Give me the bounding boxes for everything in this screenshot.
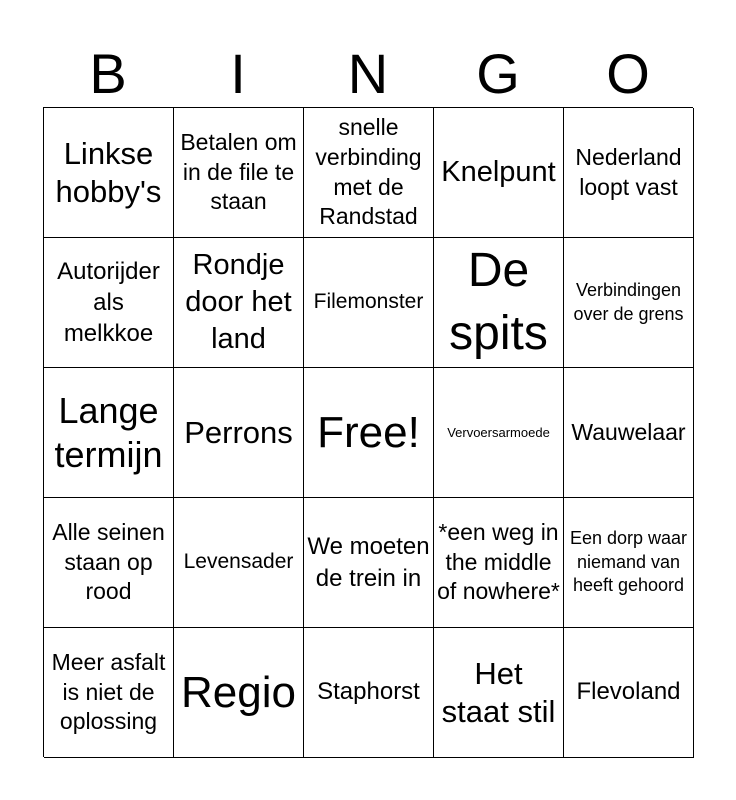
cell-text: Staphorst: [317, 678, 420, 706]
cell-text: Rondje door het land: [185, 248, 292, 356]
cell-text: Flevoland: [576, 678, 681, 706]
bingo-cell[interactable]: [174, 238, 304, 368]
header-letter-i: I: [230, 42, 246, 105]
cell-text: Lange termijn: [54, 390, 163, 475]
cell-text: Knelpunt: [441, 155, 556, 188]
cell-text: We moeten de trein in: [307, 533, 430, 592]
bingo-cell free-space[interactable]: [304, 368, 434, 498]
cell-text: Meer asfalt is niet de oplossing: [51, 648, 166, 735]
cell-text: De spits: [449, 244, 548, 360]
cell-text: *een weg in the middle of nowhere*: [437, 518, 560, 605]
cell-text: snelle verbinding met de Randstad: [315, 113, 422, 230]
header-letter-n: N: [347, 42, 389, 105]
bingo-cell[interactable]: [304, 108, 434, 238]
bingo-cell[interactable]: [564, 368, 694, 498]
bingo-board: [43, 107, 693, 757]
bingo-cell[interactable]: [174, 368, 304, 498]
cell-text: Een dorp waar niemand van heeft gehoord: [569, 528, 688, 596]
cell-text: Filemonster: [313, 290, 424, 314]
bingo-header: [43, 40, 693, 108]
bingo-cell[interactable]: [564, 238, 694, 368]
bingo-cell[interactable]: [304, 628, 434, 758]
cell-text: Nederland loopt vast: [575, 143, 682, 200]
bingo-cell[interactable]: [44, 628, 174, 758]
cell-text: Verbindingen over de grens: [573, 280, 684, 324]
cell-text: Regio: [181, 667, 296, 717]
cell-text: Wauwelaar: [571, 418, 686, 445]
bingo-cell[interactable]: [434, 368, 564, 498]
bingo-cell[interactable]: [174, 628, 304, 758]
header-letter-o: O: [606, 42, 650, 105]
cell-text: Linkse hobby's: [55, 135, 162, 209]
bingo-cell[interactable]: [434, 108, 564, 238]
bingo-cell[interactable]: [44, 498, 174, 628]
bingo-cell[interactable]: [174, 498, 304, 628]
cell-text: Alle seinen staan op rood: [52, 518, 165, 605]
cell-text: Het staat stil: [441, 655, 556, 729]
bingo-cell[interactable]: [434, 628, 564, 758]
cell-text: Perrons: [184, 414, 293, 450]
cell-text: Levensader: [183, 550, 294, 574]
cell-text: Betalen om in de file te staan: [180, 128, 297, 215]
bingo-cell[interactable]: [44, 368, 174, 498]
bingo-cell[interactable]: [434, 498, 564, 628]
bingo-cell[interactable]: [304, 498, 434, 628]
header-letter-g: G: [476, 42, 520, 105]
bingo-cell[interactable]: [304, 238, 434, 368]
cell-text: Free!: [317, 407, 420, 457]
header-letter-b: B: [89, 42, 127, 105]
bingo-cell[interactable]: [44, 108, 174, 238]
bingo-cell[interactable]: [564, 498, 694, 628]
cell-text: Vervoersarmoede: [447, 424, 550, 440]
bingo-cell[interactable]: [44, 238, 174, 368]
bingo-cell[interactable]: [174, 108, 304, 238]
bingo-cell[interactable]: [564, 628, 694, 758]
bingo-cell[interactable]: [434, 238, 564, 368]
cell-text: Autorijder als melkkoe: [57, 257, 160, 348]
bingo-cell[interactable]: [564, 108, 694, 238]
